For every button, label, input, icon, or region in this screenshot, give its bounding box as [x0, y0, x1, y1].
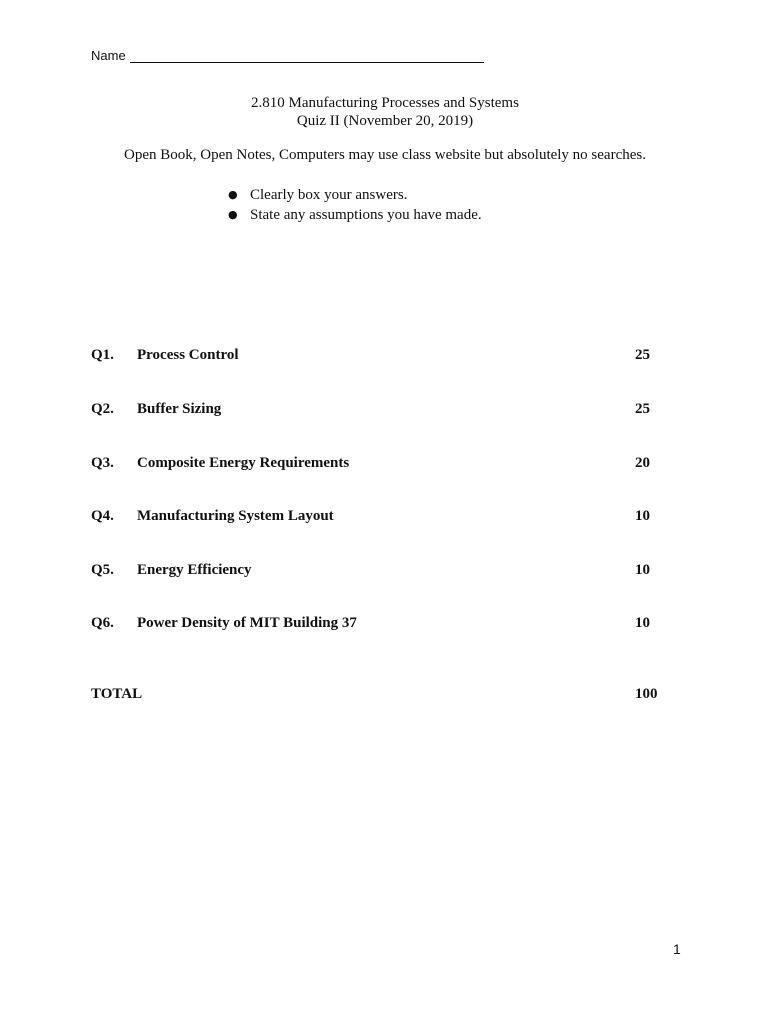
question-row-q5 — [91, 562, 671, 582]
question-title: Manufacturing System Layout — [137, 508, 334, 524]
question-points: 25 — [635, 347, 650, 363]
bullet-item — [228, 205, 482, 225]
document-title — [0, 94, 770, 130]
question-number: Q6. — [91, 615, 114, 631]
question-title: Buffer Sizing — [137, 401, 222, 417]
question-title: Composite Energy Requirements — [137, 455, 350, 471]
question-row-q6 — [91, 615, 671, 635]
bullet-dot-icon: ● — [228, 188, 238, 201]
question-number: Q2. — [91, 401, 114, 417]
question-points: 10 — [635, 508, 650, 524]
question-points: 20 — [635, 455, 650, 471]
name-field-row — [91, 48, 484, 63]
name-blank-line[interactable] — [130, 48, 484, 63]
question-row-q1 — [91, 347, 671, 367]
bullet-dot-icon: ● — [228, 208, 238, 221]
question-title: Power Density of MIT Building 37 — [137, 615, 357, 631]
question-number: Q3. — [91, 455, 114, 471]
question-row-q4 — [91, 508, 671, 528]
question-number: Q1. — [91, 347, 114, 363]
total-label: TOTAL — [91, 686, 143, 702]
question-points: 10 — [635, 615, 650, 631]
page-number: 1 — [673, 941, 681, 957]
question-points: 10 — [635, 562, 650, 578]
question-title: Energy Efficiency — [137, 562, 252, 578]
total-value: 100 — [635, 686, 658, 702]
question-row-q2 — [91, 401, 671, 421]
instruction-bullets — [228, 185, 482, 225]
quiz-subtitle: Quiz II (November 20, 2019) — [296, 113, 474, 129]
question-number: Q5. — [91, 562, 114, 578]
name-label: Name — [91, 48, 126, 63]
bullet-text: State any assumptions you have made. — [250, 207, 482, 223]
course-title: 2.810 Manufacturing Processes and Systems — [251, 95, 519, 111]
question-row-q3 — [91, 455, 671, 475]
bullet-text: Clearly box your answers. — [250, 187, 408, 203]
question-title: Process Control — [137, 347, 239, 363]
question-points: 25 — [635, 401, 650, 417]
bullet-item — [228, 185, 482, 205]
instructions-text: Open Book, Open Notes, Computers may use class website but absolutely no searches. — [124, 147, 646, 163]
question-number: Q4. — [91, 508, 114, 524]
